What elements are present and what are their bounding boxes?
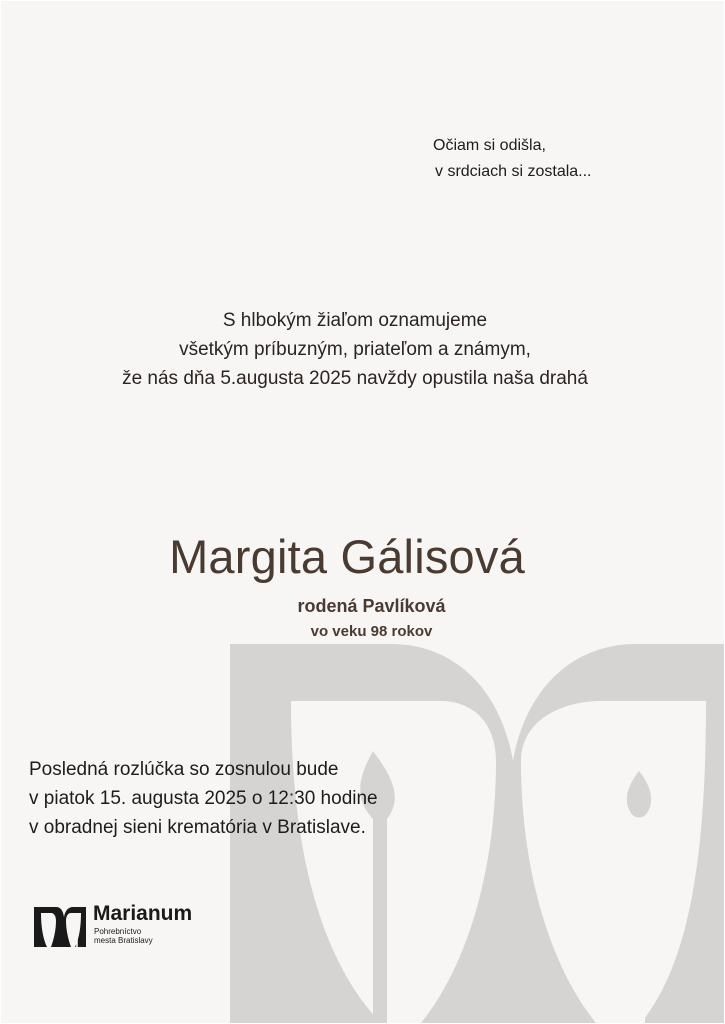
announcement-line-1: S hlbokým žiaľom oznamujeme [222,310,488,331]
marianum-logo [34,901,234,953]
logo-title: Marianum [93,902,193,925]
deceased-age: vo veku 98 rokov [310,623,433,640]
motto [433,133,592,185]
obituary-page [1,1,724,1023]
announcement-line-3: že nás dňa 5.augusta 2025 navždy opustila naša drahá [122,368,588,389]
farewell-info [29,755,378,842]
marianum-logo-icon [34,905,86,947]
farewell-line-2: v piatok 15. augusta 2025 o 12:30 hodine [29,788,378,809]
deceased-name: Margita Gálisová [169,530,525,583]
marianum-watermark-icon [1,1,724,1023]
motto-line-1: Očiam si odišla, [433,137,546,154]
motto-line-2: v srdciach si zostala... [435,163,592,180]
announcement-line-2: všetkým príbuzným, priateľom a známym, [179,339,531,360]
farewell-line-3: v obradnej sieni krematória v Bratislave. [29,817,366,838]
farewell-line-1: Posledná rozlúčka so zosnulou bude [29,759,339,780]
logo-subtitle [94,927,153,945]
logo-subtitle-line-2: mesta Bratislavy [94,936,153,945]
deceased-maiden-name: rodená Pavlíková [297,596,446,616]
logo-subtitle-line-1: Pohrebníctvo [94,927,142,936]
announcement [1,306,709,393]
